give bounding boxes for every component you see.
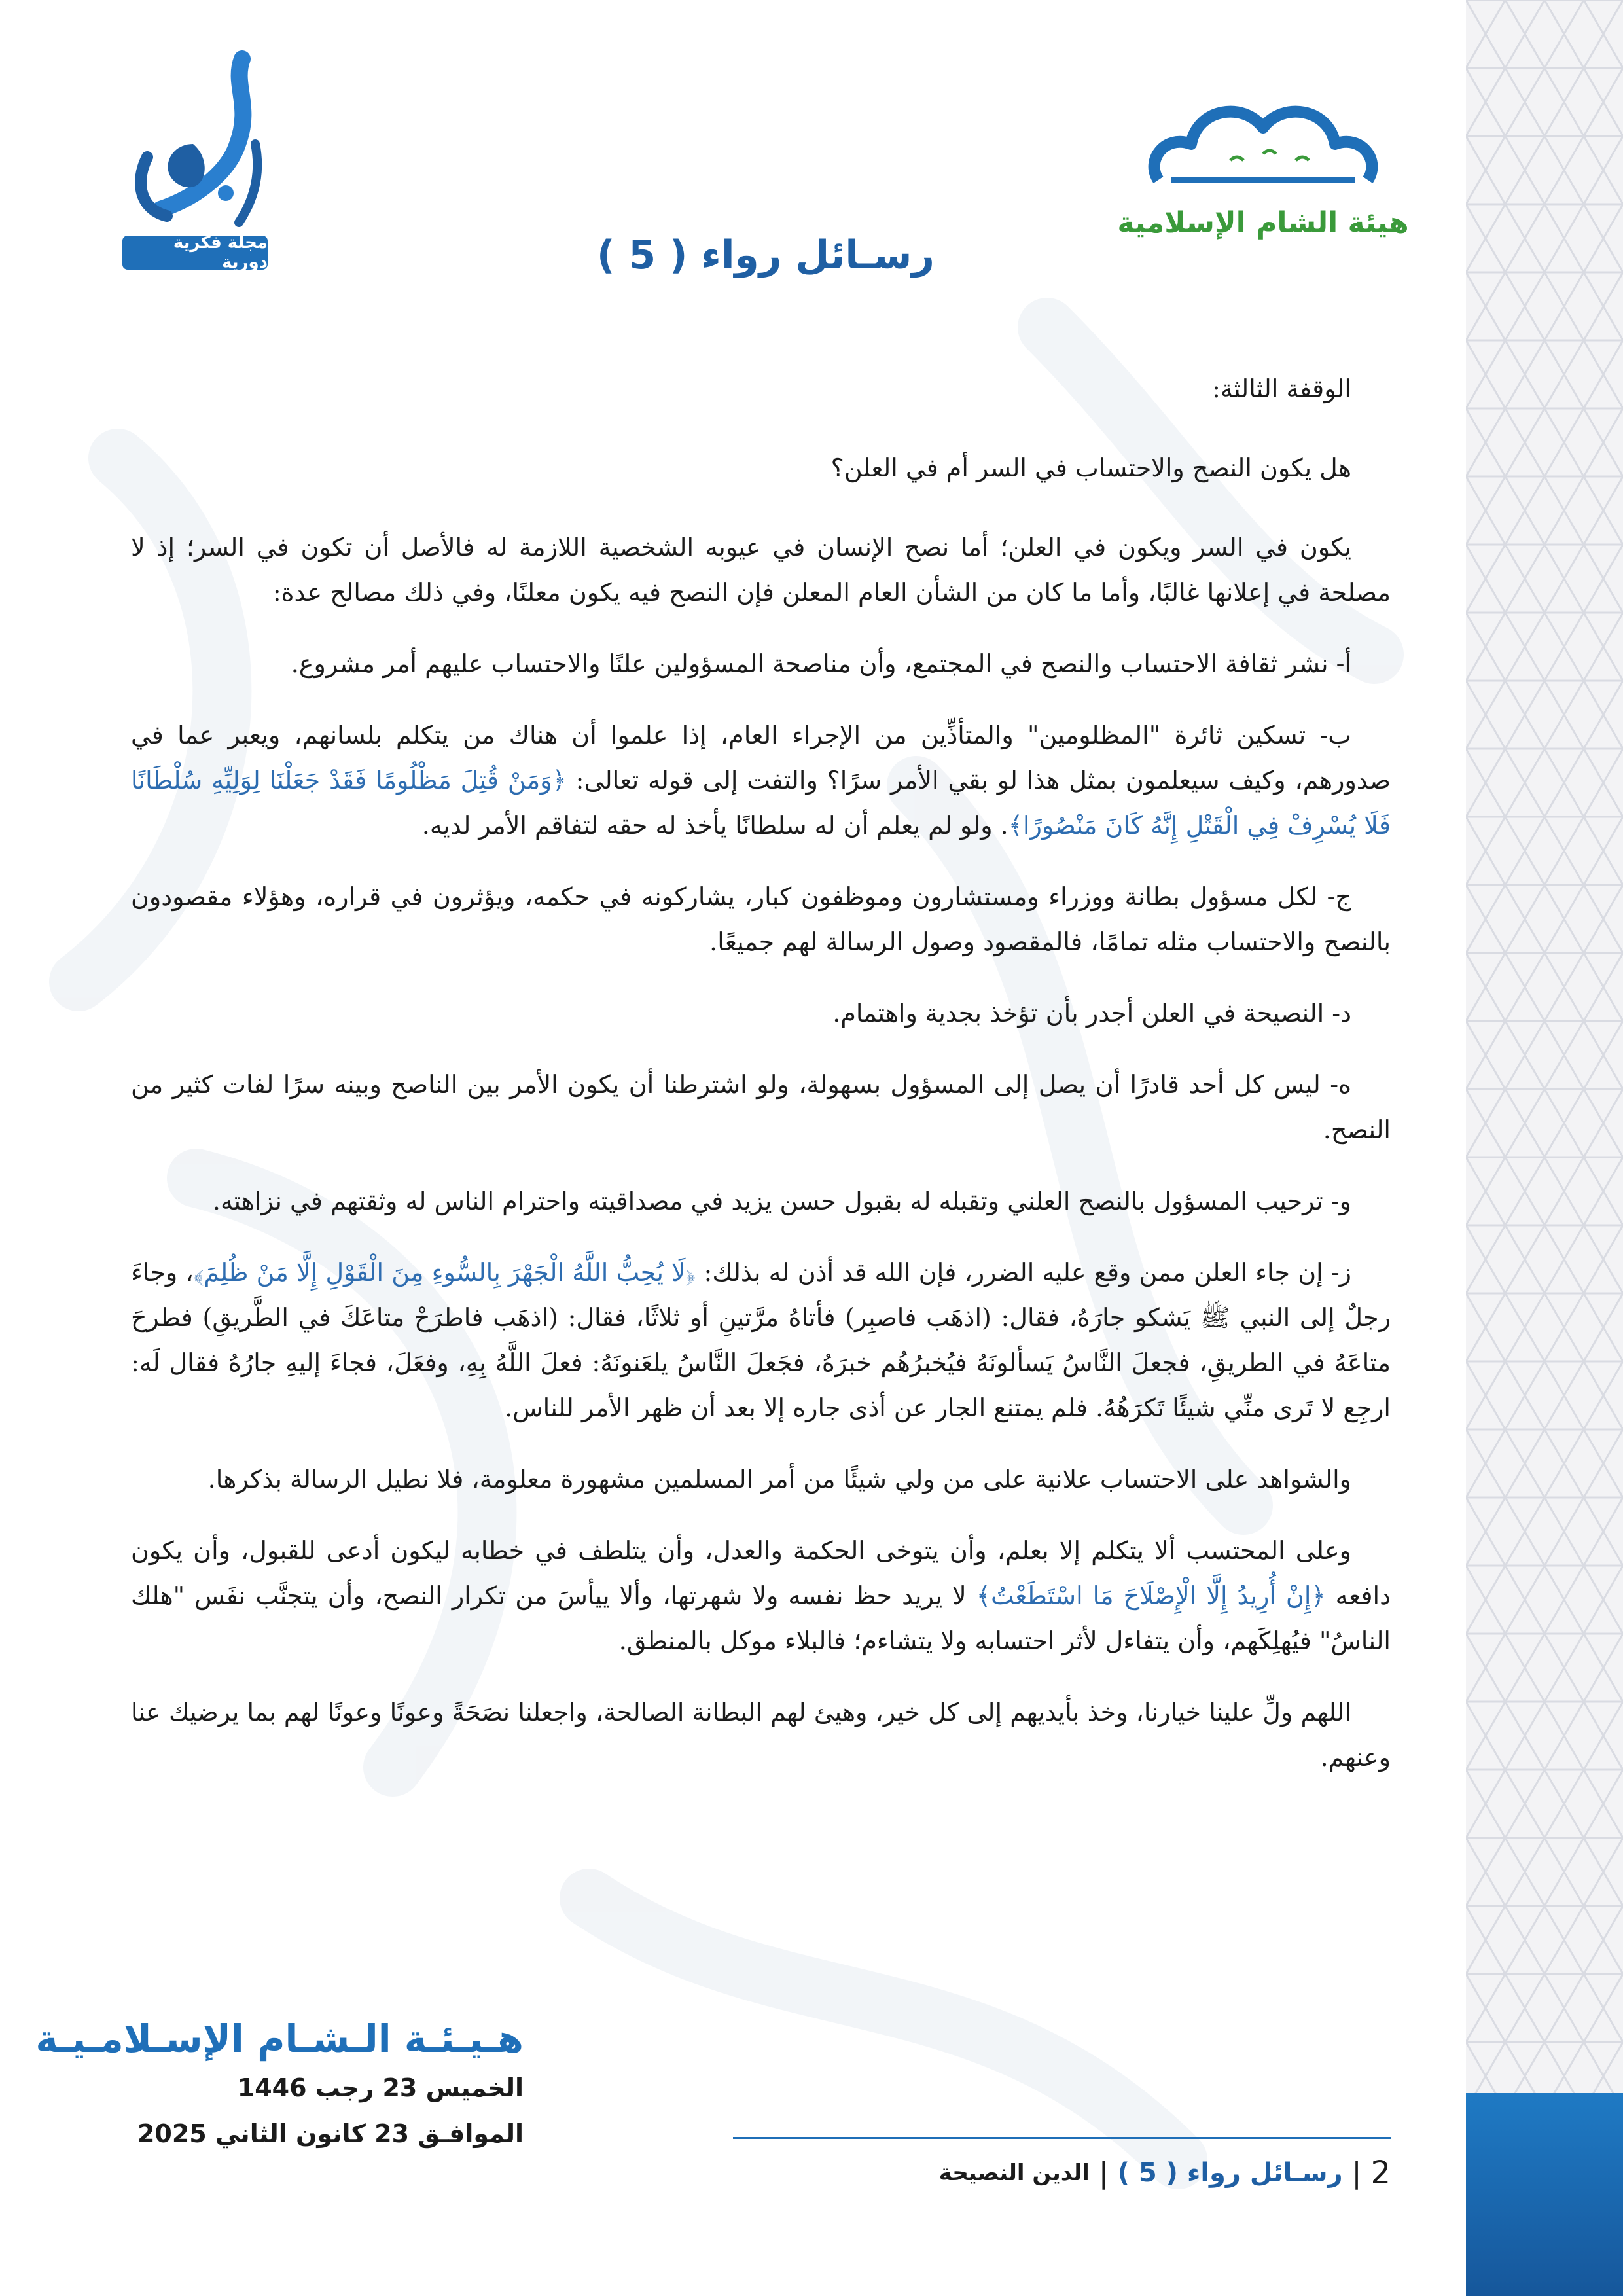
footer-topic: الدين النصيحة <box>938 2160 1090 2186</box>
hayaa-al-sham-logo <box>1117 82 1409 265</box>
quran-verse: ﴿إِنْ أُرِيدُ إِلَّا الْإِصْلَاحَ مَا اسْتَطَعْتُ﴾ <box>976 1581 1326 1610</box>
paragraph-muhtasib-text-end: لا يريد حظ نفسه ولا شهرتها، وألا ييأسَ من تكرار النصح، وأن يتجنَّب نفَس "هلك الناسُ" فيُهلِكَهم، وأن يتفاءل لأثر احتسابه ولا يتشاءم؛ فالبلاء موكل بالمنطق. <box>131 1581 1391 1655</box>
paragraph-evidence: والشواهد على الاحتساب علانية على من ولي شيئًا من أمر المسلمين مشهورة معلومة، فلا نطيل الرسالة بذكرها. <box>207 1465 1351 1494</box>
footer-color-bar <box>1466 2093 1623 2296</box>
signature-organization: هـيـئـة الـشـام الإسـلامـيـة <box>35 2017 524 2061</box>
date-hijri: الخميس 23 رجب 1446 <box>237 2073 524 2102</box>
list-item-b-text-end: . ولو لم يعلم أن له سلطانًا يأخذ له حقه لتفاقم الأمر لديه. <box>421 811 1008 840</box>
svg-text:هيئة الشام الإسلامية: هيئة الشام الإسلامية <box>1117 206 1409 240</box>
list-item-z-text: ز- إن جاء العلن ممن وقع عليه الضرر، فإن الله قد أذن له بذلك: <box>696 1258 1352 1287</box>
page-number: 2 <box>1370 2155 1391 2191</box>
paragraph-intro: يكون في السر ويكون في العلن؛ أما نصح الإنسان في عيوبه الشخصية اللازمة له فالأصل أن تكون في السر؛ إذ لا مصلحة في إعلانها غالبًا، وأما ما كان من الشأن العام المعلن فإن النصح فيه يكون معلنًا، وفي ذلك مصالح عدة: <box>131 533 1391 607</box>
list-item-d: د- النصيحة في العلن أجدر بأن تؤخذ بجدية واهتمام. <box>832 999 1351 1028</box>
series-title: رسـائل رواء ( 5 ) <box>597 232 935 278</box>
geometric-pattern-strip <box>1466 0 1623 2296</box>
paragraph-prayer: اللهم ولِّ علينا خيارنا، وخذ بأيديهم إلى كل خير، وهيئ لهم البطانة الصالحة، واجعلنا نصَحَةً وعونًا وعونًا لهم بما يرضيك عنا وعنهم. <box>131 1698 1391 1772</box>
list-item-w: و- ترحيب المسؤول بالنصح العلني وتقبله له بقبول حسن يزيد في مصداقيته واحترام الناس له وثقتهم في نزاهته. <box>212 1187 1351 1215</box>
list-item-z <box>131 1250 1391 1431</box>
footer-separator: | <box>1098 2156 1109 2190</box>
footer-series-title: رسـائل رواء ( 5 ) <box>1117 2158 1343 2188</box>
quran-verse: ﴿وَمَنْ قُتِلَ مَظْلُومًا فَقَدْ جَعَلْنَا لِوَلِيِّهِ سُلْطَانًا فَلَا يُسْرِفْ فِي الْقَتْلِ إِنَّهُ كَانَ مَنْصُورًا﴾ <box>131 766 1391 840</box>
list-item-z-text-end: ، وجاءَ رجلٌ إلى النبي ﷺ يَشكو جارَهُ، فقال: (اذهَب فاصبِر) فأتاهُ مرَّتينِ أو ثلاثًا، فقال: (اذهَب فاطرَحْ متاعَكَ في الطَّريقِ) فطرحَ متاعَهُ في الطريقِ، فجعلَ النَّاسُ يَسألونَهُ فيُخبرُهُم خبرَهُ، فجَعلَ النَّاسُ يلعَنونَهُ: فعلَ اللَّهُ بِهِ، وفعَلَ، فجاءَ إليهِ جارُهُ فقال لَه: ارجِع لا تَرى منِّي شيئًا تَكرَهُهُ. فلم يمتنع الجار عن أذى جاره إلا بعد أن ظهر الأمر للناس. <box>131 1258 1391 1422</box>
paragraph-muhtasib <box>131 1528 1391 1664</box>
list-item-b <box>131 713 1391 848</box>
page-footer <box>720 2147 1391 2199</box>
signature-block <box>35 2013 524 2157</box>
list-item-h: ه- ليس كل أحد قادرًا أن يصل إلى المسؤول بسهولة، ولو اشترطنا أن يكون الأمر بين الناصح وبينه سرًا لفات كثير من النصح. <box>131 1070 1391 1144</box>
list-item-a: أ- نشر ثقافة الاحتساب والنصح في المجتمع، وأن مناصحة المسؤولين علنًا والاحتساب عليهم أمر مشروع. <box>291 649 1351 678</box>
paragraph-muhtasib-text: وعلى المحتسب ألا يتكلم إلا بعلم، وأن يتوخى الحكمة والعدل، وأن يتلطف في خطابه ليكون أدعى للقبول، وأن يكون دافعه <box>131 1536 1391 1610</box>
date-gregorian: الموافـق 23 كانون الثاني 2025 <box>137 2119 524 2148</box>
footer-divider <box>733 2137 1391 2139</box>
section-question: هل يكون النصح والاحتساب في السر أم في العلن؟ <box>830 454 1351 482</box>
rawaa-tagline-badge: مجلة فكرية دورية <box>122 236 268 270</box>
list-item-b-text: ب- تسكين ثائرة "المظلومين" والمتأذِّين من الإجراء العام، إذا علموا أن هناك من يتكلم بلسانهم، ويعبر عما في صدورهم، وكيف سيعلمون بمثل هذا لو بقي الأمر سرًا؟ والتفت إلى قوله تعالى: <box>131 721 1391 795</box>
list-item-c: ج- لكل مسؤول بطانة ووزراء ومستشارون وموظفون كبار، يشاركونه في حكمه، ويؤثرون في قراره، وهؤلاء مقصودون بالنصح والاحتساب مثله تمامًا، فالمقصود وصول الرسالة لهم جميعًا. <box>131 882 1391 956</box>
article-body <box>131 367 1391 1806</box>
rawaa-logo <box>121 46 272 262</box>
section-heading: الوقفة الثالثة: <box>1211 374 1351 403</box>
footer-separator: | <box>1351 2156 1362 2190</box>
quran-verse: ﴿لَا يُحِبُّ اللَّهُ الْجَهْرَ بِالسُّوءِ مِنَ الْقَوْلِ إِلَّا مَنْ ظُلِمَ﴾ <box>193 1258 696 1287</box>
